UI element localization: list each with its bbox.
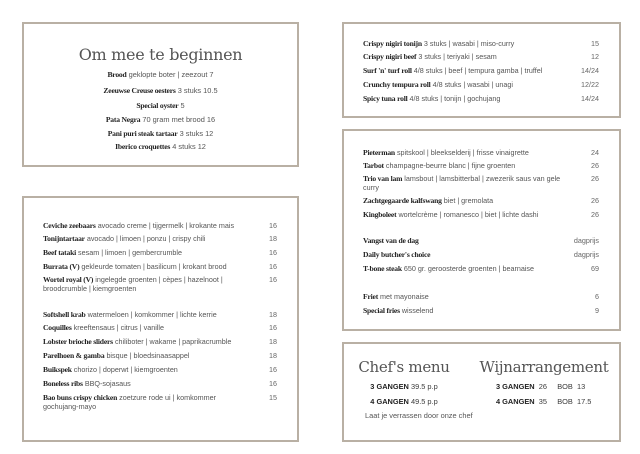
item-desc: 3 stuks | wasabi | miso-curry: [423, 39, 515, 48]
menu-item: [363, 95, 599, 104]
price: 39.5 p.p: [410, 382, 438, 391]
menu-item: [363, 175, 599, 192]
item-desc: bisque | bloedsinaasappel: [106, 351, 190, 360]
item-name: Bao buns crispy chicken: [43, 393, 118, 402]
item-name: Softshell krab: [43, 310, 86, 319]
small-plates-section: [22, 196, 299, 442]
item-name: Iberico croquettes: [115, 142, 171, 151]
item-name: T-bone steak: [363, 264, 402, 273]
item-price: 16: [269, 262, 277, 271]
courses-label: 3 GANGEN: [370, 382, 409, 391]
item-price: 24: [591, 148, 599, 157]
item-price: 16: [269, 323, 277, 332]
item-name: Pieterman: [363, 148, 395, 157]
item-price: 16: [269, 379, 277, 388]
menu-item: [363, 67, 599, 76]
courses-label: 3 GANGEN: [496, 382, 535, 391]
item-desc: 4 stuks 12: [172, 142, 206, 151]
item-name: Special oyster: [136, 101, 179, 110]
menu-item: [43, 235, 277, 244]
item-price: 18: [269, 310, 277, 319]
item-desc: biet | gremolata: [443, 196, 494, 205]
menu-item: [363, 197, 599, 206]
item-price: 14/24: [581, 94, 599, 103]
item-price: 26: [591, 174, 599, 183]
item-desc: watermeloen | komkommer | lichte kerrie: [87, 310, 217, 319]
item-price: 16: [269, 275, 277, 284]
item-name: Ceviche zeebaars: [43, 221, 96, 230]
item-desc: avocado | limoen | ponzu | crispy chili: [86, 234, 206, 243]
bob-price: 13: [576, 382, 586, 391]
item-name: Trio van lam: [363, 174, 403, 183]
item-name: Pani puri steak tartaar: [107, 129, 178, 138]
item-desc: chorizo | doperwt | kiemgroenten: [73, 365, 178, 374]
item-name: Brood: [107, 70, 127, 79]
item-name: Beef tataki: [43, 248, 77, 257]
chef-menu-title: Chef's menu: [358, 358, 450, 376]
item-price: 26: [591, 161, 599, 170]
menu-item: [363, 237, 599, 246]
item-price: 26: [591, 210, 599, 219]
item-desc: champagne-beurre blanc | fijne groenten: [385, 161, 516, 170]
menu-item: [43, 366, 277, 375]
list-item: [24, 101, 297, 110]
item-price: 18: [269, 234, 277, 243]
item-desc: avocado creme | tijgermelk | krokante mais: [97, 221, 235, 230]
item-name: Coquilles: [43, 323, 72, 332]
item-desc: 3 stuks 12: [179, 129, 214, 138]
item-price: 26: [591, 196, 599, 205]
item-price: 16: [269, 365, 277, 374]
item-name: Parelhoen & gamba: [43, 351, 105, 360]
menu-item: [43, 276, 277, 293]
menu-item: [363, 293, 599, 302]
bob-price: 17.5: [576, 397, 592, 406]
item-price: dagprijs: [573, 250, 599, 259]
menu-item: [363, 149, 599, 158]
item-price: 15: [269, 393, 277, 402]
item-desc: 70 gram met brood 16: [142, 115, 216, 124]
item-price: 16: [269, 248, 277, 257]
menu-item: [363, 211, 599, 220]
price: 35: [538, 397, 547, 406]
menu-item: [363, 162, 599, 171]
menu-item: [43, 222, 277, 231]
courses-label: 4 GANGEN: [496, 397, 535, 406]
item-name: Crunchy tempura roll: [363, 80, 431, 89]
item-name: Wortel royal (V): [43, 275, 94, 284]
list-item: [24, 115, 297, 124]
sushi-section: [342, 22, 621, 118]
item-name: Kingboleet: [363, 210, 397, 219]
menu-item: [43, 263, 277, 272]
item-name: Friet: [363, 292, 379, 301]
menu-item: [43, 352, 277, 361]
item-desc: 3 stuks | teriyaki | sesam: [418, 52, 497, 61]
mains-section: [342, 129, 621, 331]
item-name: Tonijntartaar: [43, 234, 85, 243]
bob-label: BOB: [557, 382, 573, 391]
item-desc: ingelegde groenten | cèpes | hazelnoot | broodcrumble | kiemgroenten: [43, 275, 223, 293]
list-item: [24, 70, 297, 79]
menu-item: [363, 81, 599, 90]
item-price: 15: [591, 39, 599, 48]
item-name: Pata Negra: [105, 115, 141, 124]
item-desc: BBQ-sojasaus: [84, 379, 131, 388]
item-price: dagprijs: [573, 236, 599, 245]
bob-label: BOB: [557, 397, 573, 406]
section-title: Om mee te beginnen: [78, 45, 243, 64]
menu-item: [363, 251, 599, 260]
menus-section: [342, 342, 621, 442]
chef-note: Laat je verrassen door onze chef: [365, 411, 473, 420]
item-desc: wisselend: [401, 306, 434, 315]
item-name: Surf 'n' turf roll: [363, 66, 412, 75]
menu-item: [363, 307, 599, 316]
item-desc: wortelcrème | romanesco | biet | lichte dashi: [398, 210, 539, 219]
courses-label: 4 GANGEN: [370, 397, 409, 406]
item-desc: sesam | limoen | gembercrumble: [78, 248, 183, 257]
item-desc: kreeftensaus | citrus | vanille: [73, 323, 165, 332]
menu-item: [363, 40, 599, 49]
item-name: Boneless ribs: [43, 379, 83, 388]
item-desc: zoetzure rode ui | komkommer gochujang-mayo: [43, 393, 217, 411]
wine-pairing: [474, 358, 614, 438]
list-item: [24, 142, 297, 151]
item-name: Crispy nigiri tonijn: [363, 39, 422, 48]
chef-menu: [344, 358, 473, 438]
item-desc: gekleurde tomaten | basilicum | krokant brood: [81, 262, 227, 271]
item-desc: chiliboter | wakame | paprikacrumble: [114, 337, 232, 346]
item-desc: 4/8 stuks | beef | tempura gamba | truffel: [413, 66, 543, 75]
item-desc: 5: [180, 101, 185, 110]
starters-section: [22, 22, 299, 167]
item-desc: 4/8 stuks | tonijn | gochujang: [409, 94, 501, 103]
item-price: 18: [269, 337, 277, 346]
item-name: Vangst van de dag: [363, 236, 419, 245]
item-name: Special fries: [363, 306, 400, 315]
item-name: Zachtgegaarde kalfswang: [363, 196, 442, 205]
item-price: 16: [269, 221, 277, 230]
menu-item: [363, 53, 599, 62]
item-name: Crispy nigiri beef: [363, 52, 417, 61]
item-name: Daily butcher's choice: [363, 250, 431, 259]
item-desc: geklopte boter | zeezout 7: [128, 70, 214, 79]
item-desc: spitskool | bleekselderij | frisse vinaigrette: [396, 148, 529, 157]
item-name: Zeeuwse Creuse oesters: [103, 86, 176, 95]
item-desc: 650 gr. geroosterde groenten | bearnaise: [403, 264, 535, 273]
item-name: Buikspek: [43, 365, 72, 374]
menu-item: [43, 338, 277, 347]
menu-item: [43, 324, 277, 333]
item-price: 69: [591, 264, 599, 273]
item-price: 6: [595, 292, 599, 301]
item-name: Lobster brioche sliders: [43, 337, 113, 346]
item-desc: 3 stuks 10.5: [177, 86, 218, 95]
price: 26: [538, 382, 547, 391]
price: 49.5 p.p: [410, 397, 438, 406]
item-name: Spicy tuna roll: [363, 94, 408, 103]
item-price: 12/22: [581, 80, 599, 89]
item-price: 9: [595, 306, 599, 315]
menu-item: [43, 249, 277, 258]
item-desc: met mayonaise: [380, 292, 429, 301]
menu-item: [43, 394, 277, 411]
item-price: 12: [591, 52, 599, 61]
list-item: [24, 86, 297, 95]
item-desc: lamsbout | lamsbitterbal | zwezerik saus van gele curry: [363, 174, 561, 192]
list-item: [24, 129, 297, 138]
item-name: Burrata (V): [43, 262, 80, 271]
menu-item: [363, 265, 599, 274]
item-desc: 4/8 stuks | wasabi | unagi: [432, 80, 514, 89]
menu-item: [43, 311, 277, 320]
menu-item: [43, 380, 277, 389]
wine-title: Wijnarrangement: [479, 358, 609, 376]
item-name: Tarbot: [363, 161, 384, 170]
item-price: 18: [269, 351, 277, 360]
item-price: 14/24: [581, 66, 599, 75]
